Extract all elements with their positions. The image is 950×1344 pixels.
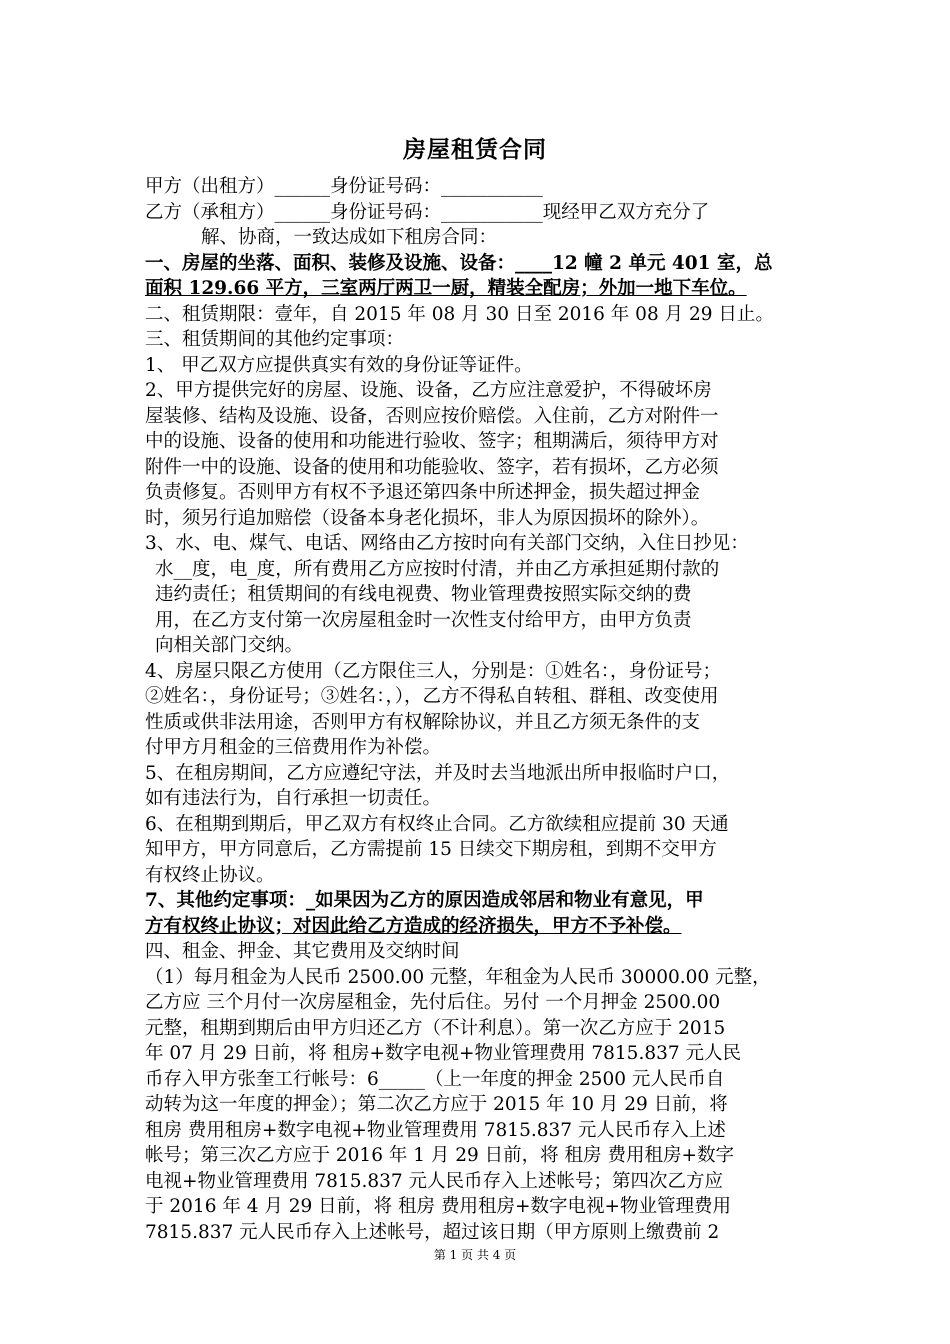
rent-line: 币存入甲方张奎工行帐号：6_____（上一年度的押金 2500 元人民币自 <box>145 1068 725 1090</box>
page-footer: 第 1 页 共 4 页 <box>433 1248 517 1262</box>
item-4-line: ②姓名：，身份证号；③姓名：，），乙方不得私自转租、群租、改变使用 <box>145 686 719 707</box>
item-5-line: 5、在租房期间，乙方应遵纪守法，并及时去当地派出所申报临时户口， <box>145 762 731 784</box>
rent-line: 乙方应 三个月付一次房屋租金，先付后住。另付 一个月押金 2500.00 <box>145 992 721 1013</box>
party-b-line-cont: 解、协商，一致达成如下租房合同： <box>201 227 498 248</box>
party-a-line: 甲方（出租方）______身份证号码：___________ <box>145 176 543 197</box>
clause-4-heading: 四、租金、押金、其它费用及交纳时间 <box>145 941 460 962</box>
clause-2-line: 二、租赁期限：壹年，自 2015 年 08 月 30 日至 2016 年 08 月 29 日止。 <box>145 303 774 325</box>
item-6-line: 有权终止协议。 <box>145 864 275 886</box>
document-title: 房屋租赁合同 <box>403 136 547 163</box>
rent-line: 元整，租期到期后由甲方归还乙方（不计利息）。第一次乙方应于 2015 <box>145 1017 726 1039</box>
contract-body <box>145 174 805 1245</box>
party-b-line: 乙方（承租方）______身份证号码：___________现经甲乙双方充分了 <box>145 201 710 223</box>
clause-3-heading: 三、租赁期间的其他约定事项： <box>145 329 405 350</box>
rent-line: 于 2016 年 4 月 29 日前，将 租房 费用租房+数字电视+物业管理费用 <box>145 1196 731 1217</box>
clause-1-line: 一、房屋的坐落、面积、装修及设施、设备：____12 幢 2 单元 401 室，总 <box>145 252 773 274</box>
item-2-line: 中的设施、设备的使用和功能进行验收、签字；租期满后，须待甲方对 <box>145 431 719 452</box>
item-3-line: 用，在乙方支付第一次房屋租金时一次性支付给甲方，由甲方负责 <box>155 609 692 631</box>
item-7-line: 7、其他约定事项：_如果因为乙方的原因造成邻居和物业有意见，甲 <box>145 890 704 911</box>
item-3-line: 向相关部门交纳。 <box>155 635 304 656</box>
rent-line: 租房 费用租房+数字电视+物业管理费用 7815.837 元人民币存入上述 <box>145 1119 726 1141</box>
item-3-line: 水__度，电_度，所有费用乙方应按时付清，并由乙方承担延期付款的 <box>155 558 720 580</box>
item-2-line: 2、甲方提供完好的房屋、设施、设备，乙方应注意爱护，不得破坏房 <box>145 380 712 401</box>
rent-line: （1）每月租金为人民币 2500.00 元整，年租金为人民币 30000.00 元整， <box>145 966 771 988</box>
item-3-line: 违约责任；租赁期间的有线电视费、物业管理费按照实际交纳的费 <box>155 584 692 605</box>
rent-line: 动转为这一年度的押金）；第二次乙方应于 2015 年 10 月 29 日前，将 <box>145 1094 728 1115</box>
item-4-line: 4、房屋只限乙方使用（乙方限住三人，分别是：①姓名：，身份证号； <box>145 660 722 682</box>
item-6-line: 6、在租期到期后，甲乙双方有权终止合同。乙方欲续租应提前 30 天通 <box>145 813 729 835</box>
item-2-line: 附件一中的设施、设备的使用和功能验收、签字，若有损坏，乙方必须 <box>145 456 719 478</box>
item-5-line: 如有违法行为，自行承担一切责任。 <box>145 788 442 809</box>
item-4-line: 性质或供非法用途，否则甲方有权解除协议，并且乙方须无条件的支 <box>145 711 701 733</box>
rent-line: 帐号；第三次乙方应于 2016 年 1 月 29 日前，将 租房 费用租房+数字 <box>145 1145 734 1166</box>
item-2-line: 时，须另行追加赔偿（设备本身老化损坏，非人为原因损坏的除外）。 <box>145 507 710 529</box>
item-2-line: 屋装修、结构及设施、设备，否则应按价赔偿。入住前，乙方对附件一 <box>145 405 719 427</box>
rent-line: 年 07 月 29 日前，将 租房+数字电视+物业管理费用 7815.837 元人民 <box>145 1043 742 1064</box>
rent-line: 7815.837 元人民币存入上述帐号，超过该日期（甲方原则上缴费前 2 <box>145 1221 720 1243</box>
item-2-line: 负责修复。否则甲方有权不予退还第四条中所述押金，损失超过押金 <box>145 482 701 503</box>
item-1-line: 1、 甲乙双方应提供真实有效的身份证等证件。 <box>145 354 533 376</box>
item-6-line: 知甲方，甲方同意后，乙方需提前 15 日续交下期房租，到期不交甲方 <box>145 839 717 860</box>
rent-line: 电视+物业管理费用 7815.837 元人民币存入上述帐号；第四次乙方应 <box>145 1170 724 1192</box>
clause-1-line-cont: 面积 129.66 平方，三室两厅两卫一厨，精装全配房；外加一地下车位。 <box>145 278 747 299</box>
item-4-line: 付甲方月租金的三倍费用作为补偿。 <box>145 737 442 758</box>
item-7-line: 方有权终止协议；对因此给乙方造成的经济损失，甲方不予补偿。 <box>145 915 682 937</box>
item-3-line: 3、水、电、煤气、电话、网络由乙方按时向有关部门交纳，入住日抄见： <box>145 533 749 554</box>
